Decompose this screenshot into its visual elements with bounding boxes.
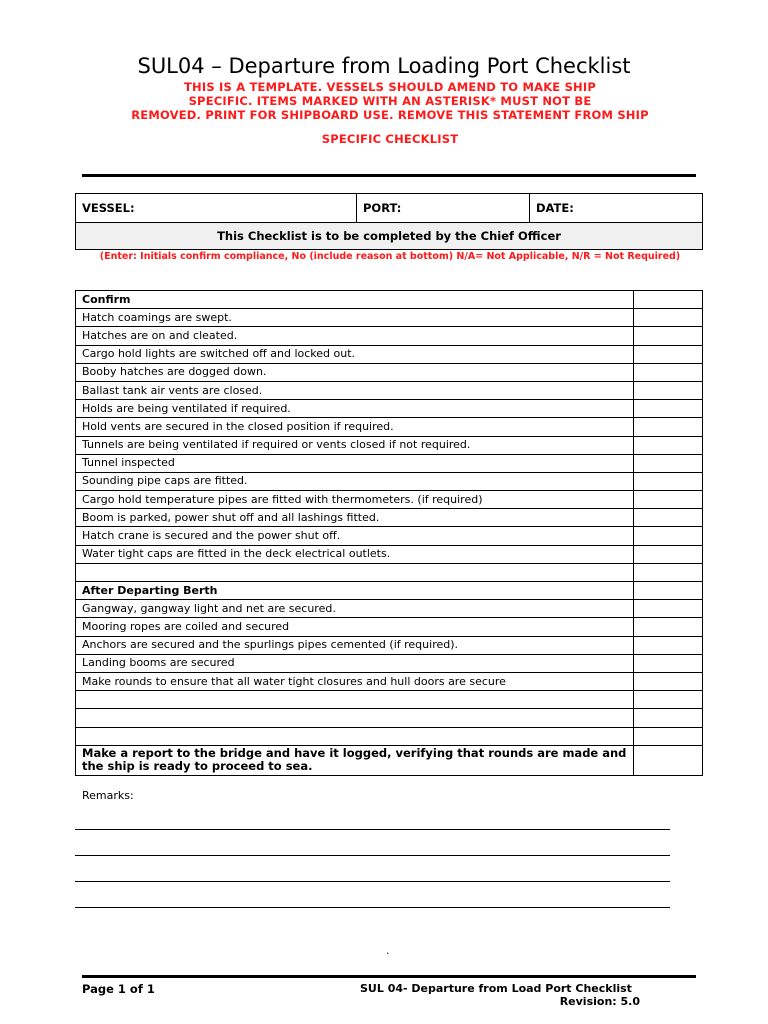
blank-row bbox=[76, 727, 634, 745]
table-row bbox=[76, 509, 703, 527]
document-title: SUL04 – Departure from Loading Port Checklist bbox=[137, 54, 631, 78]
table-row bbox=[76, 345, 703, 363]
instructions-note: (Enter: Initials confirm compliance, No (include reason at bottom) N/A= Not Applicable, N/R = Not Required) bbox=[99, 251, 681, 262]
checklist-item: Gangway, gangway light and net are secured. bbox=[76, 600, 634, 618]
initials-cell[interactable] bbox=[634, 309, 703, 327]
header-table bbox=[75, 193, 703, 250]
section-heading-after-departing: After Departing Berth bbox=[76, 582, 634, 600]
initials-cell[interactable] bbox=[634, 709, 703, 727]
checklist-item: Anchors are secured and the spurlings pipes cemented (if required). bbox=[76, 636, 634, 654]
initials-cell[interactable] bbox=[634, 672, 703, 690]
checklist-item: Hatches are on and cleated. bbox=[76, 327, 634, 345]
notice-line: THIS IS A TEMPLATE. VESSELS SHOULD AMEND TO MAKE SHIP bbox=[184, 80, 596, 94]
table-row bbox=[76, 636, 703, 654]
table-row bbox=[76, 527, 703, 545]
table-row bbox=[76, 363, 703, 381]
checklist-item: Ballast tank air vents are closed. bbox=[76, 381, 634, 399]
table-row bbox=[76, 582, 703, 600]
remarks-line[interactable] bbox=[75, 829, 670, 830]
checklist-item: Water tight caps are fitted in the deck electrical outlets. bbox=[76, 545, 634, 563]
checklist-item: Sounding pipe caps are fitted. bbox=[76, 472, 634, 490]
initials-cell[interactable] bbox=[634, 454, 703, 472]
initials-cell[interactable] bbox=[634, 582, 703, 600]
initials-cell[interactable] bbox=[634, 291, 703, 309]
initials-cell[interactable] bbox=[634, 527, 703, 545]
initials-cell[interactable] bbox=[634, 491, 703, 509]
port-field[interactable]: PORT: bbox=[357, 194, 530, 223]
initials-cell[interactable] bbox=[634, 654, 703, 672]
checklist-item: Booby hatches are dogged down. bbox=[76, 363, 634, 381]
checklist-item: Make rounds to ensure that all water tight closures and hull doors are secure bbox=[76, 672, 634, 690]
table-row bbox=[76, 436, 703, 454]
blank-row bbox=[76, 709, 634, 727]
footer-info bbox=[360, 982, 650, 1008]
footer-divider bbox=[82, 975, 696, 978]
remarks-line[interactable] bbox=[75, 907, 670, 908]
checklist-item: Tunnel inspected bbox=[76, 454, 634, 472]
initials-cell[interactable] bbox=[634, 345, 703, 363]
table-row bbox=[76, 709, 703, 727]
date-field[interactable]: DATE: bbox=[530, 194, 703, 223]
initials-cell[interactable] bbox=[634, 472, 703, 490]
initials-cell[interactable] bbox=[634, 636, 703, 654]
initials-cell[interactable] bbox=[634, 745, 703, 775]
checklist-item: Cargo hold temperature pipes are fitted with thermometers. (if required) bbox=[76, 491, 634, 509]
remarks-line[interactable] bbox=[75, 855, 670, 856]
table-row bbox=[76, 418, 703, 436]
initials-cell[interactable] bbox=[634, 436, 703, 454]
table-row bbox=[76, 291, 703, 309]
notice-line: SPECIFIC CHECKLIST bbox=[321, 132, 459, 146]
table-row bbox=[76, 327, 703, 345]
checklist-item: Mooring ropes are coiled and secured bbox=[76, 618, 634, 636]
table-row bbox=[76, 545, 703, 563]
initials-cell[interactable] bbox=[634, 327, 703, 345]
table-row bbox=[76, 400, 703, 418]
checklist-item: Boom is parked, power shut off and all lashings fitted. bbox=[76, 509, 634, 527]
table-row bbox=[76, 491, 703, 509]
initials-cell[interactable] bbox=[634, 691, 703, 709]
table-row bbox=[76, 745, 703, 775]
table-row bbox=[76, 672, 703, 690]
initials-cell[interactable] bbox=[634, 618, 703, 636]
checklist-table bbox=[75, 290, 703, 776]
remarks-line[interactable] bbox=[75, 881, 670, 882]
top-divider bbox=[82, 174, 696, 177]
initials-cell[interactable] bbox=[634, 727, 703, 745]
initials-cell[interactable] bbox=[634, 381, 703, 399]
checklist-item: Hold vents are secured in the closed position if required. bbox=[76, 418, 634, 436]
initials-cell[interactable] bbox=[634, 400, 703, 418]
initials-cell[interactable] bbox=[634, 418, 703, 436]
table-row bbox=[76, 618, 703, 636]
bottom-mark: . bbox=[386, 944, 390, 957]
initials-cell[interactable] bbox=[634, 600, 703, 618]
table-row bbox=[76, 654, 703, 672]
page-number: Page 1 of 1 bbox=[82, 982, 155, 996]
table-row bbox=[76, 727, 703, 745]
checklist-item: Hatch crane is secured and the power shut off. bbox=[76, 527, 634, 545]
initials-cell[interactable] bbox=[634, 509, 703, 527]
table-row bbox=[76, 309, 703, 327]
notice-line: REMOVED. PRINT FOR SHIPBOARD USE. REMOVE THIS STATEMENT FROM SHIP bbox=[131, 108, 649, 122]
footer-doc-name: SUL 04- Departure from Load Port Checklist bbox=[360, 982, 632, 995]
table-row bbox=[76, 600, 703, 618]
blank-row bbox=[76, 691, 634, 709]
template-notice bbox=[90, 80, 690, 146]
initials-cell[interactable] bbox=[634, 563, 703, 581]
completed-by-note: This Checklist is to be completed by the Chief Officer bbox=[76, 223, 703, 250]
final-report-item: Make a report to the bridge and have it logged, verifying that rounds are made and the ship is ready to proceed to sea. bbox=[76, 745, 634, 775]
checklist-item: Holds are being ventilated if required. bbox=[76, 400, 634, 418]
checklist-item: Landing booms are secured bbox=[76, 654, 634, 672]
blank-row bbox=[76, 563, 634, 581]
table-row bbox=[76, 454, 703, 472]
notice-line: SPECIFIC. ITEMS MARKED WITH AN ASTERISK* MUST NOT BE bbox=[188, 94, 592, 108]
section-heading-confirm: Confirm bbox=[76, 291, 634, 309]
table-row bbox=[76, 563, 703, 581]
table-row bbox=[76, 381, 703, 399]
vessel-field[interactable]: VESSEL: bbox=[76, 194, 357, 223]
initials-cell[interactable] bbox=[634, 545, 703, 563]
table-row bbox=[76, 691, 703, 709]
initials-cell[interactable] bbox=[634, 363, 703, 381]
remarks-label: Remarks: bbox=[82, 789, 134, 802]
footer-revision: Revision: 5.0 bbox=[559, 995, 640, 1008]
checklist-item: Hatch coamings are swept. bbox=[76, 309, 634, 327]
checklist-item: Cargo hold lights are switched off and locked out. bbox=[76, 345, 634, 363]
table-row bbox=[76, 472, 703, 490]
checklist-item: Tunnels are being ventilated if required or vents closed if not required. bbox=[76, 436, 634, 454]
